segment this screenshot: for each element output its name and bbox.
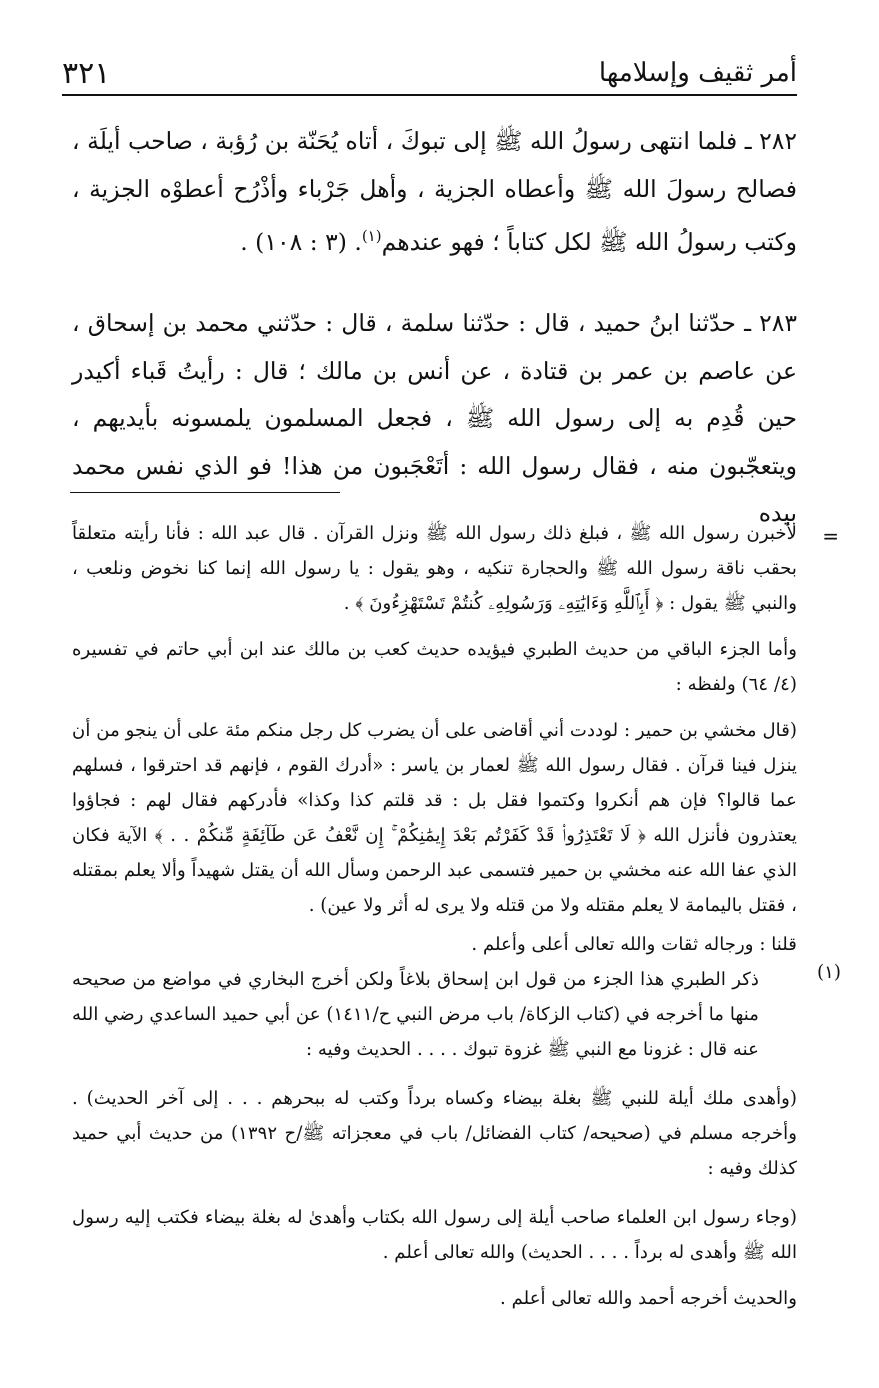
hadith-283-paragraph <box>72 300 797 538</box>
footnote-1-number: (١) <box>817 962 841 983</box>
page-number: ٣٢١ <box>62 56 111 91</box>
hadith-283-text: ٢٨٣ ـ حدّثنا ابنُ حميد ، قال : حدّثنا سلمة ، قال : حدّثني محمد بن إسحاق ، عن عاصم بن عمر بن قتادة ، عن أنس بن مالك ؛ قال : رأيتُ قَباء أكيدر حين قُدِم به إلى رسول الله ﷺ ، فجعل المسلمون يلمسونه بأيديهم ، ويتعجّبون منه ، فقال رسول الله : أتَعْجَبون من هذا! فو الذي نفس محمد بيده <box>72 309 797 527</box>
footnote-continued-paragraph-1: لأخبرن رسول الله ﷺ ، فبلغ ذلك رسول الله ﷺ ونزل القرآن . قال عبد الله : فأنا رأيته متعلقاً بحقب ناقة رسول الله ﷺ والحجارة تنكيه ، وهو يقول : يا رسول الله إنما كنا نخوض ونلعب ، والنبي ﷺ يقول : ﴿ أَبِٱللَّهِ وَءَايَٰتِهِۦ وَرَسُولِهِۦ كُنتُمْ تَسْتَهْزِءُونَ ﴾ . <box>72 523 797 614</box>
page-header <box>62 50 797 96</box>
footnote-1-paragraph-3: (وجاء رسول ابن العلماء صاحب أيلة إلى رسول الله بكتاب وأهدىٰ له بغلة بيضاء فكتب إليه رسول الله ﷺ وأهدى له برداً . . . . الحديث) والله تعالى أعلم . <box>72 1207 797 1263</box>
footnote-continued-paragraph-2: وأما الجزء الباقي من حديث الطبري فيؤيده حديث كعب بن مالك عند ابن أبي حاتم في تفسيره (٤/ ٦٤) ولفظه : <box>72 639 797 695</box>
footnote-ref-1: (١) <box>361 227 382 245</box>
hadith-282-source: . (٣ : ١٠٨) . <box>240 227 362 256</box>
footnote-divider <box>70 492 340 493</box>
footnote-1-paragraph-1: ذكر الطبري هذا الجزء من قول ابن إسحاق بلاغاً ولكن أخرج البخاري في مواضع من صحيحه منها ما أخرجه في (كتاب الزكاة/ باب مرض النبي ح/١٤١١) عن أبي حميد الساعدي رضي الله عنه قال : غزونا مع النبي ﷺ غزوة تبوك . . . . الحديث وفيه : <box>72 969 759 1060</box>
running-title: أمر ثقيف وإسلامها <box>598 58 797 88</box>
footnote-1-paragraph-2: (وأهدى ملك أيلة للنبي ﷺ بغلة بيضاء وكساه برداً وكتب له ببحرهم . . . إلى آخر الحديث) . وأخرجه مسلم في (صحيحه/ كتاب الفضائل/ باب في معجزاته ﷺ/ح ١٣٩٢) من حديث أبي حميد كذلك وفيه : <box>72 1088 797 1179</box>
footnote-continued-paragraph-3: (قال مخشي بن حمير : لوددت أني أقاضى على أن يضرب كل رجل منكم مئة على أن ينجو من أن ينزل فينا قرآن . فقال رسول الله ﷺ لعمار بن ياسر : «أدرك القوم ، فإنهم قد احترقوا ، فسلهم عما قالوا؟ فإن هم أنكروا وكتموا فقل بل : قد قلتم كذا وكذا» فأدركهم فقال لهم : فجاؤوا يعتذرون فأنزل الله ﴿ لَا تَعْتَذِرُوا۟ قَدْ كَفَرْتُم بَعْدَ إِيمَٰنِكُمْ ۚ إِن نَّعْفُ عَن طَآئِفَةٍ مِّنكُمْ . . ﴾ الآية فكان الذي عفا الله عنه مخشي بن حمير فتسمى عبد الرحمن وسأل الله أن يقتل شهيداً وألا يعلم بمقتله ، فقتل باليمامة لا يعلم مقتله ولا من قتله ولا يرى له أثر ولا عين) . <box>72 720 797 916</box>
footnote-1-paragraph-4: والحديث أخرجه أحمد والله تعالى أعلم . <box>500 1288 797 1309</box>
footnote-continued-paragraph-4: قلنا : ورجاله ثقات والله تعالى أعلى وأعلم . <box>471 934 797 955</box>
hadith-282-paragraph <box>72 118 797 266</box>
hadith-282-text: ٢٨٢ ـ فلما انتهى رسولُ الله ﷺ إلى تبوكَ ، أتاه يُحَنّة بن رُؤبة ، صاحب أيلَة ، فصالح رسولَ الله ﷺ وأعطاه الجزية ، وأهل جَرْباء وأذْرُح أعطوْه الجزية ، وكتب رسولُ الله ﷺ لكل كتاباً ؛ فهو عندهم <box>72 127 797 256</box>
footnote-continuation-mark: = <box>822 524 839 548</box>
